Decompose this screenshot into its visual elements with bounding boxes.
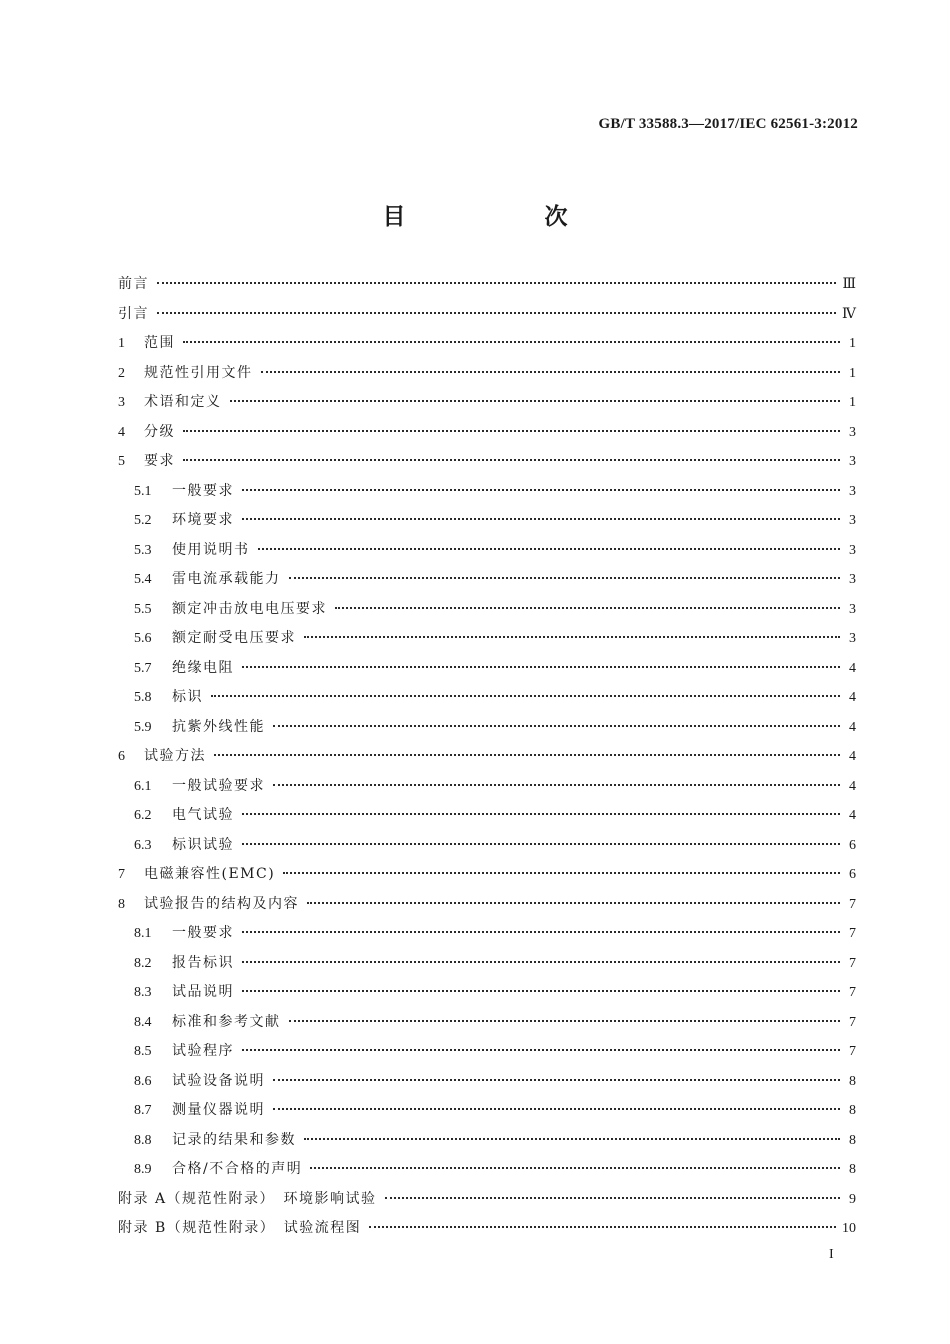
toc-entry[interactable] (118, 1158, 856, 1188)
toc-entry-number: 5.4 (134, 572, 152, 587)
toc-entry-label: 标识试验 (172, 836, 234, 853)
toc-entry-page: 3 (849, 542, 856, 558)
toc-entry-page: 4 (849, 719, 856, 735)
dot-leader (304, 636, 840, 638)
toc-entry-number: 7 (118, 867, 125, 882)
toc-entry[interactable] (118, 627, 856, 657)
toc-entry-page: 1 (849, 336, 856, 351)
toc-entry-page: 4 (849, 690, 856, 705)
toc-entry-page: 4 (849, 749, 856, 764)
dot-leader (289, 1020, 841, 1022)
table-of-contents (118, 273, 856, 1247)
dot-leader (242, 813, 840, 815)
toc-entry-number: 6.2 (134, 808, 152, 823)
page-number: I (829, 1247, 834, 1262)
toc-entry-label: 附录 A（规范性附录） 环境影响试验 (118, 1190, 377, 1207)
toc-entry-page: 1 (849, 365, 856, 381)
dot-leader (385, 1197, 840, 1199)
toc-entry[interactable] (118, 391, 856, 421)
toc-entry[interactable] (118, 1217, 856, 1247)
toc-entry-label: 前言 (118, 276, 149, 292)
toc-entry[interactable] (118, 657, 856, 687)
toc-entry[interactable] (118, 1099, 856, 1129)
dot-leader (157, 312, 836, 314)
toc-entry-number: 5 (118, 454, 125, 469)
toc-entry[interactable] (118, 893, 856, 923)
dot-leader (242, 1049, 840, 1051)
toc-entry[interactable] (118, 450, 856, 480)
toc-entry-page: 4 (849, 808, 856, 823)
dot-leader (258, 548, 841, 550)
toc-entry-label: 标准和参考文献 (172, 1013, 281, 1030)
dot-leader (211, 695, 840, 697)
toc-entry-label: 额定耐受电压要求 (172, 630, 296, 646)
toc-entry-label: 额定冲击放电电压要求 (172, 600, 327, 617)
dot-leader (183, 430, 840, 432)
toc-entry[interactable] (118, 952, 856, 982)
toc-entry-label: 一般要求 (172, 482, 234, 499)
toc-entry-page: 8 (849, 1103, 856, 1118)
toc-entry-page: Ⅲ (842, 277, 856, 292)
toc-entry[interactable] (118, 303, 856, 333)
toc-entry-page: 7 (849, 955, 856, 971)
toc-entry-label: 使用说明书 (172, 541, 250, 558)
toc-entry[interactable] (118, 598, 856, 628)
toc-entry-number: 8.9 (134, 1162, 152, 1177)
dot-leader (242, 518, 840, 520)
toc-entry-page: 8 (849, 1132, 856, 1148)
toc-entry-page: 6 (849, 867, 856, 882)
toc-entry[interactable] (118, 421, 856, 451)
toc-entry[interactable] (118, 981, 856, 1011)
toc-entry-number: 8.8 (134, 1132, 152, 1148)
toc-entry[interactable] (118, 1129, 856, 1159)
toc-entry-number: 6.1 (134, 778, 152, 794)
dot-leader (310, 1167, 840, 1169)
dot-leader (273, 784, 840, 786)
toc-entry-number: 5.9 (134, 719, 152, 735)
toc-entry-page: 7 (849, 1044, 856, 1059)
toc-entry-label: 一般要求 (172, 925, 234, 941)
toc-entry[interactable] (118, 273, 856, 303)
toc-entry-number: 5.8 (134, 690, 152, 705)
toc-entry-label: 试验方法 (144, 748, 206, 764)
toc-entry-label: 范围 (144, 335, 175, 351)
dot-leader (283, 872, 840, 874)
toc-entry-number: 5.1 (134, 483, 152, 499)
dot-leader (214, 754, 840, 756)
dot-leader (242, 843, 840, 845)
toc-entry-number: 5.3 (134, 542, 152, 558)
dot-leader (183, 459, 840, 461)
toc-entry[interactable] (118, 362, 856, 392)
toc-entry-label: 记录的结果和参数 (172, 1131, 296, 1148)
toc-entry-page: 3 (849, 454, 856, 469)
toc-entry-label: 电气试验 (172, 807, 234, 823)
toc-entry-page: 1 (849, 395, 856, 410)
dot-leader (304, 1138, 840, 1140)
toc-entry-page: 7 (849, 985, 856, 1000)
toc-entry-number: 1 (118, 336, 125, 351)
toc-entry[interactable] (118, 686, 856, 716)
toc-entry-label: 绝缘电阻 (172, 659, 234, 676)
toc-entry-number: 8.5 (134, 1044, 152, 1059)
toc-entry[interactable] (118, 834, 856, 864)
toc-entry-label: 雷电流承载能力 (172, 571, 281, 587)
toc-entry-label: 规范性引用文件 (144, 364, 253, 381)
toc-entry-page: 4 (849, 778, 856, 794)
toc-entry[interactable] (118, 480, 856, 510)
toc-entry-page: 7 (849, 896, 856, 912)
toc-entry[interactable] (118, 922, 856, 952)
toc-entry-label: 试验报告的结构及内容 (144, 895, 299, 912)
toc-entry-number: 4 (118, 424, 125, 440)
dot-leader (289, 577, 841, 579)
toc-entry-page: 3 (849, 483, 856, 499)
toc-entry-label: 抗紫外线性能 (172, 718, 265, 735)
toc-entry[interactable] (118, 716, 856, 746)
toc-entry-page: 8 (849, 1073, 856, 1089)
standard-code: GB/T 33588.3—2017/IEC 62561-3:2012 (598, 116, 858, 132)
toc-entry-page: 3 (849, 601, 856, 617)
toc-entry[interactable] (118, 509, 856, 539)
dot-leader (242, 990, 840, 992)
toc-entry-number: 8.6 (134, 1073, 152, 1089)
dot-leader (242, 961, 840, 963)
toc-entry-label: 要求 (144, 453, 175, 469)
toc-entry-number: 5.6 (134, 631, 152, 646)
toc-entry-label: 一般试验要求 (172, 777, 265, 794)
dot-leader (369, 1226, 836, 1228)
toc-entry[interactable] (118, 568, 856, 598)
toc-entry-label: 附录 B（规范性附录） 试验流程图 (118, 1220, 362, 1236)
toc-entry-number: 8.2 (134, 955, 152, 971)
toc-entry-label: 电磁兼容性(EMC) (144, 866, 276, 882)
toc-entry[interactable] (118, 745, 856, 775)
toc-entry-number: 8 (118, 896, 125, 912)
toc-entry[interactable] (118, 1188, 856, 1218)
toc-entry-label: 试验设备说明 (172, 1072, 265, 1089)
toc-entry-label: 环境要求 (172, 512, 234, 528)
toc-entry-number: 8.7 (134, 1103, 152, 1118)
toc-entry-number: 8.1 (134, 926, 152, 941)
toc-entry-label: 试品说明 (172, 984, 234, 1000)
toc-entry-number: 6.3 (134, 837, 152, 853)
toc-entry-page: 7 (849, 1014, 856, 1030)
toc-entry-number: 8.3 (134, 985, 152, 1000)
toc-entry-number: 5.2 (134, 513, 152, 528)
toc-entry-page: 4 (849, 660, 856, 676)
toc-entry-number: 5.5 (134, 601, 152, 617)
dot-leader (273, 1108, 840, 1110)
toc-entry-page: 8 (849, 1162, 856, 1177)
toc-entry-page: 3 (849, 424, 856, 440)
toc-entry-label: 标识 (172, 689, 203, 705)
toc-entry-label: 分级 (144, 423, 175, 440)
toc-entry-number: 5.7 (134, 660, 152, 676)
toc-entry-number: 3 (118, 395, 125, 410)
toc-entry-number: 6 (118, 749, 125, 764)
toc-entry-page: 3 (849, 572, 856, 587)
dot-leader (242, 666, 840, 668)
toc-entry-label: 试验程序 (172, 1043, 234, 1059)
toc-entry-page: 3 (849, 513, 856, 528)
toc-entry-number: 2 (118, 365, 125, 381)
toc-entry-number: 8.4 (134, 1014, 152, 1030)
dot-leader (273, 1079, 840, 1081)
dot-leader (242, 931, 840, 933)
toc-entry[interactable] (118, 1011, 856, 1041)
dot-leader (242, 489, 840, 491)
toc-entry-label: 测量仪器说明 (172, 1102, 265, 1118)
toc-entry-page: 10 (842, 1221, 856, 1236)
page-title: 目 次 (382, 204, 626, 230)
toc-entry-page: 6 (849, 837, 856, 853)
toc-entry[interactable] (118, 332, 856, 362)
toc-entry[interactable] (118, 1070, 856, 1100)
toc-entry-label: 报告标识 (172, 954, 234, 971)
toc-entry-label: 合格/不合格的声明 (172, 1161, 303, 1177)
dot-leader (335, 607, 840, 609)
dot-leader (261, 371, 841, 373)
toc-entry-label: 引言 (118, 305, 149, 322)
toc-entry-page: 7 (849, 926, 856, 941)
toc-entry-label: 术语和定义 (144, 394, 222, 410)
dot-leader (230, 400, 841, 402)
toc-entry-page: Ⅳ (842, 306, 856, 322)
dot-leader (183, 341, 840, 343)
dot-leader (157, 282, 836, 284)
toc-entry-page: 9 (849, 1191, 856, 1207)
dot-leader (273, 725, 840, 727)
toc-entry-page: 3 (849, 631, 856, 646)
dot-leader (307, 902, 840, 904)
toc-entry[interactable] (118, 539, 856, 569)
toc-entry[interactable] (118, 863, 856, 893)
toc-entry[interactable] (118, 775, 856, 805)
toc-entry[interactable] (118, 1040, 856, 1070)
toc-entry[interactable] (118, 804, 856, 834)
